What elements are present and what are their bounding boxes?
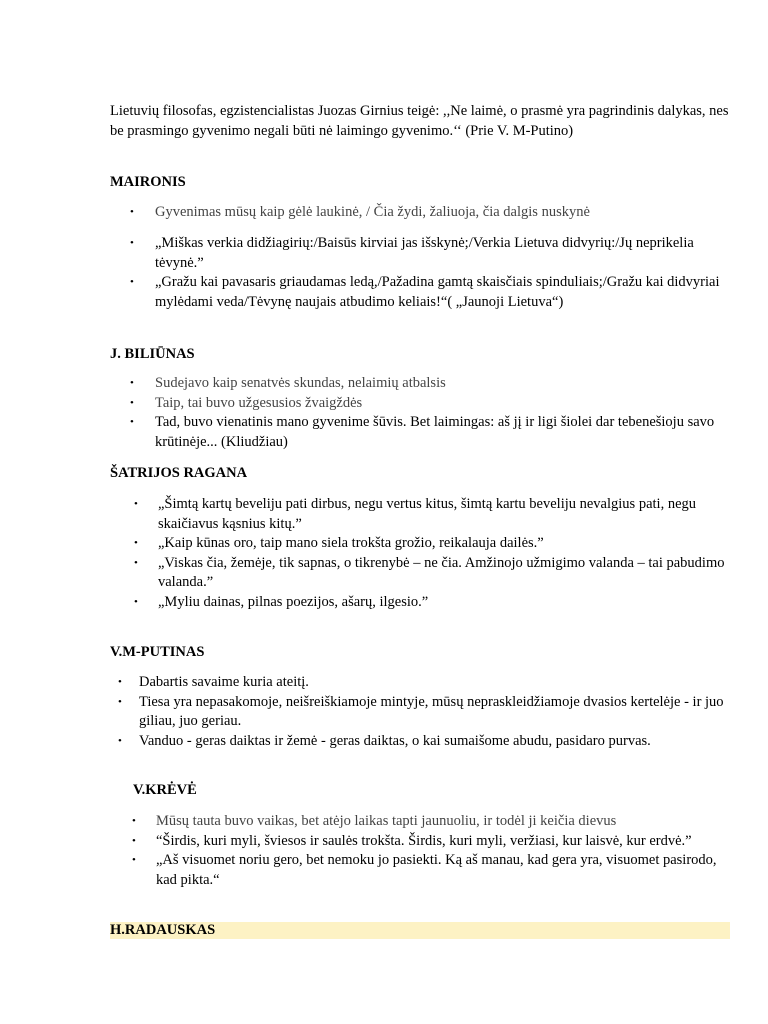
bullet-icon: • bbox=[132, 815, 136, 827]
list-item: • „Miškas verkia didžiagirių:/Baisūs kirviai jas išskynė;/Verkia Lietuva didvyrių:/Jų neprikelia tėvynė.” bbox=[130, 235, 694, 271]
list-item: • Tiesa yra nepasakomoje, neišreiškiamoje mintyje, mūsų nepraskleidžiamoje dvasios kertelėje - ir juo giliau, juo geriau. bbox=[118, 693, 724, 729]
list-item: • „Aš visuomet noriu gero, bet nemoku jo pasiekti. Ką aš manau, kad gera yra, visuomet pasirodo, kad pikta.“ bbox=[132, 852, 717, 888]
list-item: • „Gražu kai pavasaris griaudamas ledą,/Pažadina gamtą skaisčiais spinduliais;/Gražu kai didvyriai mylėdami veda/Tėvynę naujais atbudimo keliais!“( „Jaunoji Lietuva“) bbox=[130, 274, 720, 310]
heading-kreve: V.KRĖVĖ bbox=[133, 782, 197, 798]
bullet-icon: • bbox=[130, 416, 134, 428]
list-item: • Vanduo - geras daiktas ir žemė - geras daiktas, o kai sumaišome abudu, pasidaro purvas. bbox=[139, 732, 739, 752]
list-item: • „Myliu dainas, pilnas poezijos, ašarų, ilgesio.” bbox=[158, 593, 740, 613]
heading-radauskas: H.RADAUSKAS bbox=[110, 922, 216, 938]
list-item: • Tad, buvo vienatinis mano gyvenime šūvis. Bet laimingas: aš jį ir ligi šiolei dar tebenešioju savo krūtinėje... (Kliudžiau) bbox=[130, 414, 715, 450]
intro-paragraph: Lietuvių filosofas, egzistencialistas Juozas Girnius teigė: ,,Ne laimė, o prasmė yra pagrindinis dalykas, nes be prasmingo gyvenimo negali būti nė laimingo gyvenimo.‘‘ (Prie V. M-Putino) bbox=[110, 103, 729, 139]
bullet-icon: • bbox=[130, 237, 134, 249]
bullet-icon: • bbox=[130, 276, 134, 288]
bullet-icon: • bbox=[118, 695, 122, 708]
bullet-icon: • bbox=[132, 834, 136, 847]
bullet-icon: • bbox=[130, 377, 134, 389]
list-item: • Mūsų tauta buvo vaikas, bet atėjo laikas tapti jaunuoliu, ir todėl ji keičia dievus bbox=[156, 812, 740, 832]
list-item: • „Kaip kūnas oro, taip mano siela trokšta grožio, reikalauja dailės.” bbox=[158, 534, 740, 554]
bullet-icon: • bbox=[130, 396, 134, 409]
list-item: • Dabartis savaime kuria ateitį. bbox=[139, 673, 739, 693]
list-item: • Taip, tai buvo užgesusios žvaigždės bbox=[155, 394, 740, 414]
satrijos-list bbox=[134, 495, 740, 612]
list-item: • „Viskas čia, žemėje, tik sapnas, o tikrenybė – ne čia. Amžinojo užmigimo valanda – tai pabudimo valanda.” bbox=[134, 554, 725, 590]
heading-maironis: MAIRONIS bbox=[110, 174, 186, 190]
bullet-icon: • bbox=[134, 498, 138, 510]
list-item: • “Širdis, kuri myli, šviesos ir saulės trokšta. Širdis, kuri myli, veržiasi, kur laisvė, kur erdvė.” bbox=[156, 832, 740, 852]
bullet-icon: • bbox=[134, 556, 138, 569]
bullet-icon: • bbox=[134, 595, 138, 608]
bullet-icon: • bbox=[118, 676, 122, 688]
heading-satrijos-ragana: ŠATRIJOS RAGANA bbox=[110, 465, 248, 481]
bullet-icon: • bbox=[132, 854, 136, 866]
maironis-list bbox=[130, 203, 740, 223]
kreve-list bbox=[132, 812, 740, 890]
heading-putinas: V.M-PUTINAS bbox=[110, 644, 205, 660]
bullet-icon: • bbox=[118, 734, 122, 747]
list-item: • Sudejavo kaip senatvės skundas, nelaimių atbalsis bbox=[155, 374, 740, 394]
biliunas-list bbox=[130, 374, 740, 452]
bullet-icon: • bbox=[134, 537, 138, 549]
heading-biliunas: J. BILIŪNAS bbox=[110, 346, 195, 362]
list-item: • „Šimtą kartų beveliju pati dirbus, negu vertus kitus, šimtą kartu beveliju nevalgius pati, negu skaičiavus kąsnius kitų.” bbox=[134, 496, 697, 532]
list-item: • Gyvenimas mūsų kaip gėlė laukinė, / Čia žydi, žaliuoja, čia dalgis nuskynė bbox=[155, 203, 740, 223]
bullet-icon: • bbox=[130, 206, 134, 218]
putinas-list bbox=[118, 673, 739, 751]
maironis-list-2 bbox=[130, 234, 740, 312]
